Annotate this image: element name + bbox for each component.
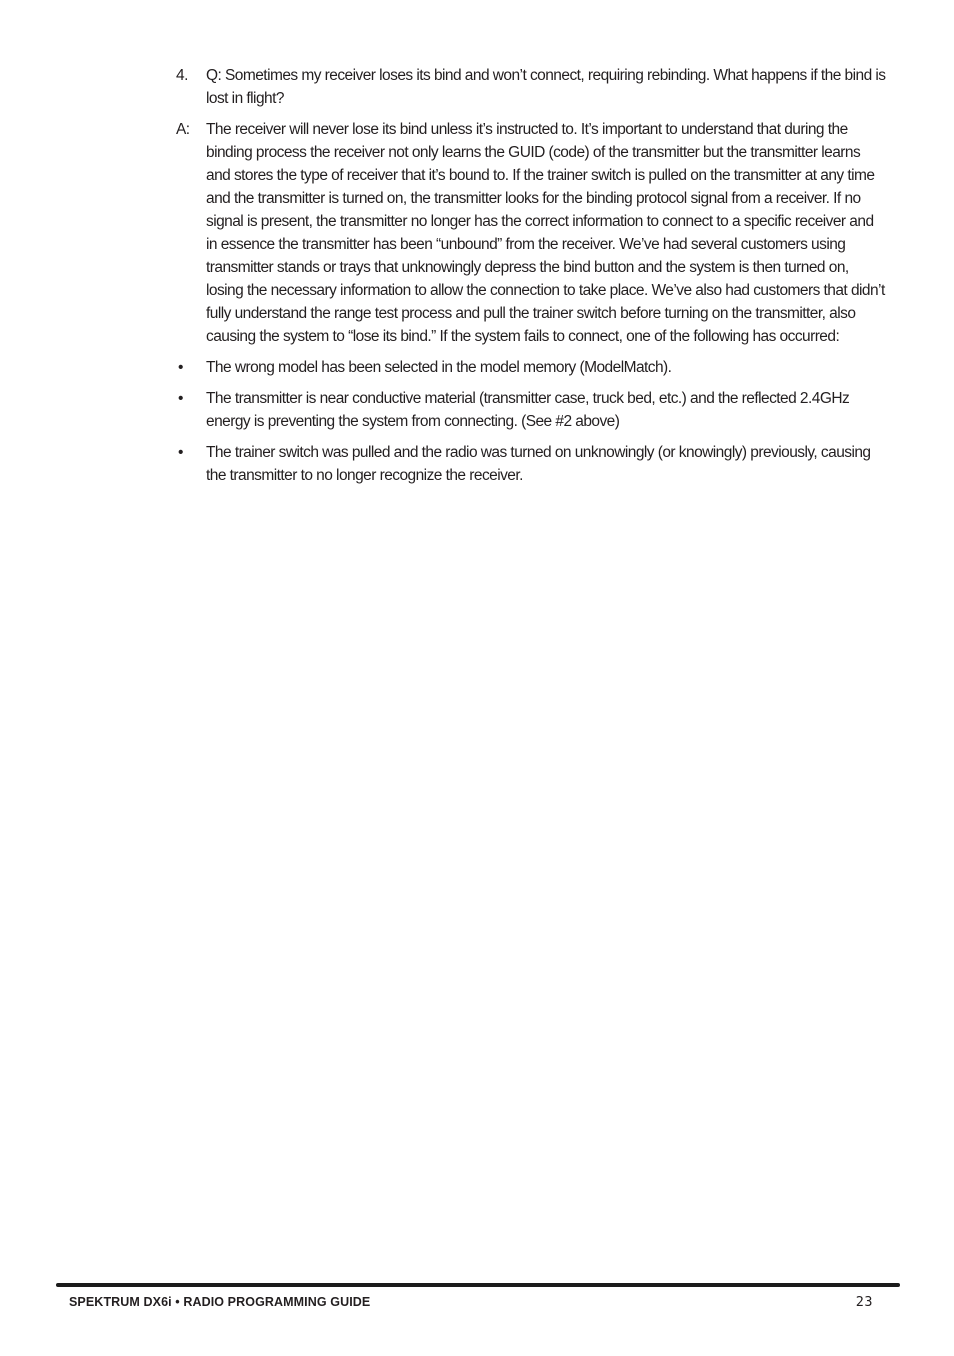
question-text: Q: Sometimes my receiver loses its bind and won’t connect, requiring rebinding. What happens if the bind is lost in flight? — [206, 67, 886, 107]
faq-content — [176, 64, 888, 487]
footer-divider — [56, 1283, 900, 1287]
footer-title: SPEKTRUM DX6i • RADIO PROGRAMMING GUIDE — [69, 1295, 371, 1309]
bullet-text: The trainer switch was pulled and the radio was turned on unknowingly (or knowingly) previously, causing the transmitter to no longer recognize the receiver. — [206, 444, 871, 484]
bullet-text: The wrong model has been selected in the model memory (ModelMatch). — [206, 359, 672, 376]
bullet-icon: • — [178, 390, 183, 407]
bullet-icon: • — [178, 359, 183, 376]
bullet-icon: • — [178, 444, 183, 461]
question-number: 4. — [176, 67, 188, 84]
list-item — [176, 441, 888, 487]
bullet-text: The transmitter is near conductive material (transmitter case, truck bed, etc.) and the reflected 2.4GHz energy is preventing the system from connecting. (See #2 above) — [206, 390, 850, 430]
question-item — [176, 64, 888, 110]
page-number: 23 — [855, 1294, 873, 1310]
answer-item — [176, 118, 888, 348]
list-item — [176, 387, 888, 433]
answer-marker: A: — [176, 121, 190, 138]
list-item — [176, 356, 888, 379]
answer-text: The receiver will never lose its bind unless it’s instructed to. It’s important to understand that during the binding process the receiver not only learns the GUID (code) of the transmitter but the transmitter learns and stores the type of receiver that it’s bound to. If the trainer switch is pulled on the transmitter at any time and the transmitter is turned on, the transmitter looks for the binding protocol signal from a receiver. If no signal is present, the transmitter no longer has the correct information to connect to a specific receiver and in essence the transmitter has been “unbound” from the receiver. We’ve had several customers using transmitter stands or trays that unknowingly depress the bind button and the system is then turned on, losing the necessary information to allow the connection to take place. We’ve also had customers that didn’t fully understand the range test process and pull the trainer switch before turning on the transmitter, also causing the system to “lose its bind.” If the system fails to connect, one of the following has occurred: — [206, 121, 885, 345]
